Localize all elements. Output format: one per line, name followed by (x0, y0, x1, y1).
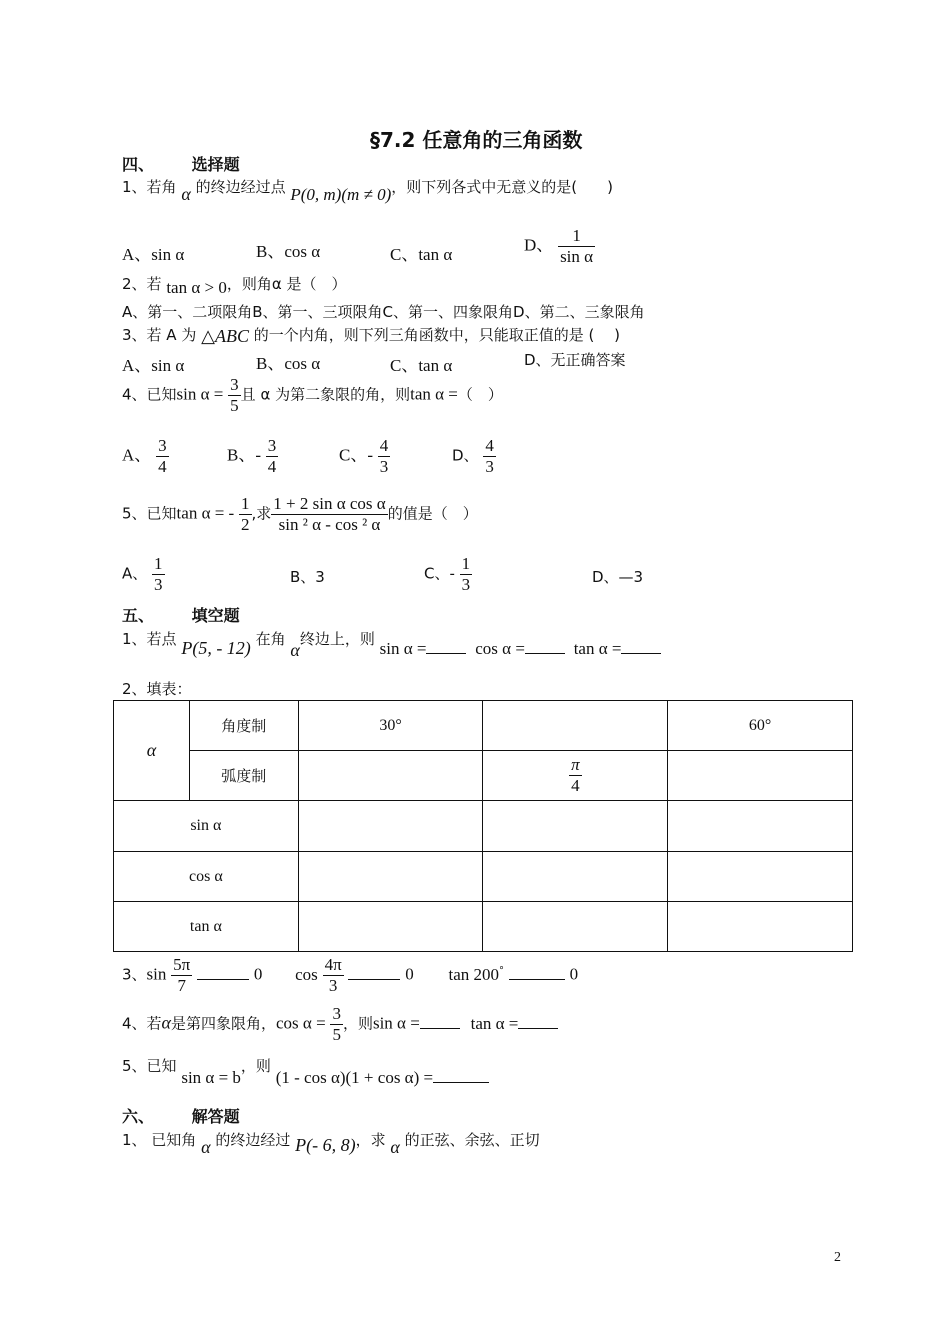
math-zero: 0 (569, 964, 579, 984)
table-cell[interactable] (298, 852, 483, 902)
section-number: 四、 (122, 155, 155, 174)
option-d: D、无正确答案 (524, 351, 626, 369)
table-cell: 30° (298, 701, 483, 751)
math-function: tan 200 (448, 964, 500, 984)
fraction-expression (271, 494, 387, 534)
fraction-numerator: 1 (154, 554, 163, 573)
question-text: 终边上，则 (299, 630, 375, 648)
option-a (122, 436, 169, 476)
fraction-denominator: sin α (560, 246, 594, 266)
answer-blank[interactable] (420, 1014, 460, 1029)
answer-blank[interactable] (621, 639, 661, 654)
table-row-label: cos α (114, 852, 299, 902)
fraction-denominator: 4 (158, 456, 167, 476)
table-row-label: 弧度制 (189, 751, 298, 801)
question-4-3 (122, 324, 620, 345)
option-label: B、- (227, 445, 261, 465)
question-5-1 (122, 628, 661, 660)
answer-blank[interactable] (197, 965, 249, 980)
option-b: B、3 (290, 568, 325, 586)
section-heading-choice (122, 152, 240, 175)
fraction (483, 436, 496, 476)
math-triangle: △ABC (201, 326, 249, 346)
question-text: 4、若 (122, 1014, 162, 1033)
option-c (339, 436, 390, 476)
question-5-3 (122, 955, 578, 995)
answer-blank[interactable] (525, 639, 565, 654)
table-cell[interactable] (483, 801, 668, 852)
fraction-numerator: 1 (241, 494, 250, 513)
fraction-numerator: 3 (332, 1004, 341, 1023)
option-d (524, 226, 595, 266)
question-text: 在角 (255, 630, 286, 648)
math-point: P(5, - 12) (181, 638, 251, 658)
fraction-denominator: 2 (241, 514, 250, 534)
option-label: C、- (424, 564, 455, 583)
math-point: P(0, m)(m ≠ 0) (290, 185, 392, 204)
math-expression: tan α = - (176, 503, 235, 523)
option-label: D、 (452, 446, 479, 465)
fraction-denominator: 3 (379, 456, 389, 476)
table-cell[interactable] (668, 852, 853, 902)
section-number: 五、 (122, 606, 155, 625)
table-cell (483, 751, 668, 801)
question-4-2 (122, 273, 347, 297)
table-alpha-cell (114, 701, 190, 801)
question-5-2: 2、填表： (122, 680, 192, 698)
degree-symbol: ° (499, 965, 505, 977)
option-c: C、tan α (390, 245, 453, 264)
fraction-numerator: 4 (379, 436, 389, 455)
option-label: A、 (122, 564, 148, 583)
answer-blank[interactable] (509, 965, 565, 980)
question-5-4 (122, 1004, 558, 1044)
option-label: D、 (524, 235, 554, 255)
option-b: B、cos α (256, 242, 321, 261)
question-text: ，则角α 是（ ） (226, 275, 347, 293)
question-text: 5、已知 (122, 504, 177, 523)
table-cell[interactable] (483, 701, 668, 751)
table-cell[interactable] (483, 852, 668, 902)
table-cell[interactable] (668, 801, 853, 852)
math-alpha: α (290, 640, 300, 660)
math-expression: cos α = (475, 639, 525, 658)
fraction (460, 554, 473, 594)
option-c (424, 554, 472, 594)
fraction (558, 226, 595, 266)
table-cell[interactable] (298, 751, 483, 801)
fraction-numerator: 3 (158, 436, 167, 455)
section-number: 六、 (122, 1107, 155, 1126)
question-text: ，则 (342, 1014, 373, 1033)
question-text: 且 α 为第二象限的角，则 (240, 385, 411, 404)
option-a: A、sin α (122, 356, 185, 375)
math-alpha: α (181, 184, 191, 204)
option-a (122, 554, 165, 594)
fraction-denominator: 3 (154, 574, 163, 594)
question-6-1 (122, 1129, 540, 1157)
section-heading-fill (122, 603, 240, 626)
question-text: 的正弦、余弦、正切 (404, 1131, 540, 1149)
question-text: 5、已知 (122, 1057, 177, 1075)
fraction-numerator: 4 (485, 436, 494, 455)
question-4-5 (122, 494, 478, 534)
math-alpha: α (161, 1012, 171, 1033)
fraction-denominator: 3 (461, 574, 471, 594)
fraction-numerator: 3 (230, 375, 239, 394)
fraction (228, 375, 241, 415)
table-cell[interactable] (298, 801, 483, 852)
math-zero: 0 (253, 964, 263, 984)
table-cell: 60° (668, 701, 853, 751)
math-point: P(- 6, 8) (295, 1135, 356, 1155)
question-text: 的一个内角，则下列三角函数中，只能取正值的是 ( ) (253, 326, 620, 344)
math-alpha: α (201, 1137, 211, 1157)
question-text: 3、 (122, 965, 147, 984)
section-title: 选择题 (191, 155, 240, 174)
math-expression: (1 - cos α)(1 + cos α) = (275, 1068, 434, 1087)
fraction-numerator: 1 + 2 sin α cos α (273, 494, 386, 513)
math-expression: tan α = (470, 1013, 519, 1033)
section-title: 填空题 (191, 606, 240, 625)
question-text: 1、若角 (122, 178, 177, 196)
fraction (152, 554, 165, 594)
math-expression: tan α = (410, 384, 458, 404)
fraction (239, 494, 252, 534)
option-d (452, 436, 496, 476)
fraction-denominator: 5 (230, 395, 239, 415)
question-text: 是第四象限角， (171, 1014, 277, 1033)
answer-blank[interactable] (518, 1014, 558, 1029)
question-text: 1、 已知角 (122, 1131, 197, 1149)
question-text: 的值是（ ） (387, 504, 478, 523)
question-text: ,求 (251, 504, 272, 523)
table-row-label: 角度制 (189, 701, 298, 751)
fraction (156, 436, 169, 476)
fraction (171, 955, 192, 995)
question-text: 1、若点 (122, 630, 177, 648)
math-zero: 0 (405, 964, 414, 984)
fraction (330, 1004, 343, 1044)
question-text: 的终边经过点 (195, 178, 286, 196)
fraction-denominator: 3 (485, 456, 494, 476)
answer-blank[interactable] (348, 965, 400, 980)
fraction-numerator: 1 (558, 226, 595, 247)
math-expression: tan α = (573, 639, 622, 658)
fraction-denominator: 3 (328, 975, 338, 995)
fraction-denominator: 4 (267, 456, 277, 476)
fraction-numerator: 1 (461, 554, 471, 573)
page-title: §7.2 任意角的三角函数 (370, 128, 583, 152)
question-5-5 (122, 1055, 489, 1087)
trig-value-table (113, 700, 853, 952)
option-d: D、—3 (592, 568, 644, 586)
math-function: cos (295, 964, 318, 984)
math-expression: cos α = (276, 1013, 326, 1033)
option-b: B、cos α (256, 354, 321, 373)
option-c: C、tan α (390, 356, 453, 375)
option-a: A、sin α (122, 245, 185, 264)
math-expression: sin α = (379, 639, 427, 658)
fraction (323, 955, 344, 995)
answer-blank[interactable] (426, 639, 466, 654)
answer-blank[interactable] (433, 1068, 489, 1083)
question-4-4 (122, 375, 503, 415)
math-alpha: α (146, 740, 157, 760)
question-text: 3、若 A 为 (122, 326, 197, 344)
math-expression: sin α = b (181, 1068, 241, 1087)
question-text: ，求 (355, 1131, 386, 1149)
fraction-numerator: 4π (324, 955, 342, 974)
option-label: C、- (339, 445, 373, 465)
math-expression: sin α = (176, 384, 224, 404)
fraction-numerator: 3 (267, 436, 277, 455)
fraction-denominator: 4 (571, 776, 580, 795)
option-label: A、 (122, 445, 152, 465)
option-b (227, 436, 278, 476)
fraction-denominator: 5 (332, 1024, 341, 1044)
math-alpha: α (390, 1137, 400, 1157)
question-text: ，则 (240, 1057, 271, 1075)
question-text: （ ） (457, 385, 503, 404)
question-text: 2、若 (122, 275, 162, 293)
question-4-2-options: A、第一、二项限角B、第一、三项限角C、第一、四象限角D、第二、三象限角 (122, 303, 645, 321)
page-number: 2 (834, 1250, 841, 1265)
section-heading-solve (122, 1104, 240, 1127)
question-4-1 (122, 176, 613, 204)
table-cell[interactable] (298, 902, 483, 952)
math-function: sin (146, 964, 167, 984)
fraction (378, 436, 391, 476)
question-text: 的终边经过 (215, 1131, 291, 1149)
math-expression: sin α = (372, 1013, 420, 1033)
fraction-denominator: sin ² α - cos ² α (278, 514, 381, 534)
fraction-numerator: π (571, 755, 580, 775)
fraction-denominator: 7 (177, 975, 186, 995)
question-text: ，则下列各式中无意义的是( ) (391, 178, 613, 196)
table-row-label: tan α (114, 902, 299, 952)
question-text: 4、已知 (122, 385, 177, 404)
section-title: 解答题 (191, 1107, 240, 1126)
table-cell[interactable] (668, 751, 853, 801)
table-cell[interactable] (483, 902, 668, 952)
table-cell[interactable] (668, 902, 853, 952)
fraction-numerator: 5π (173, 955, 191, 974)
math-expression: tan α > 0 (166, 278, 227, 297)
fraction (266, 436, 279, 476)
fraction (569, 755, 582, 795)
table-row-label: sin α (114, 801, 299, 852)
